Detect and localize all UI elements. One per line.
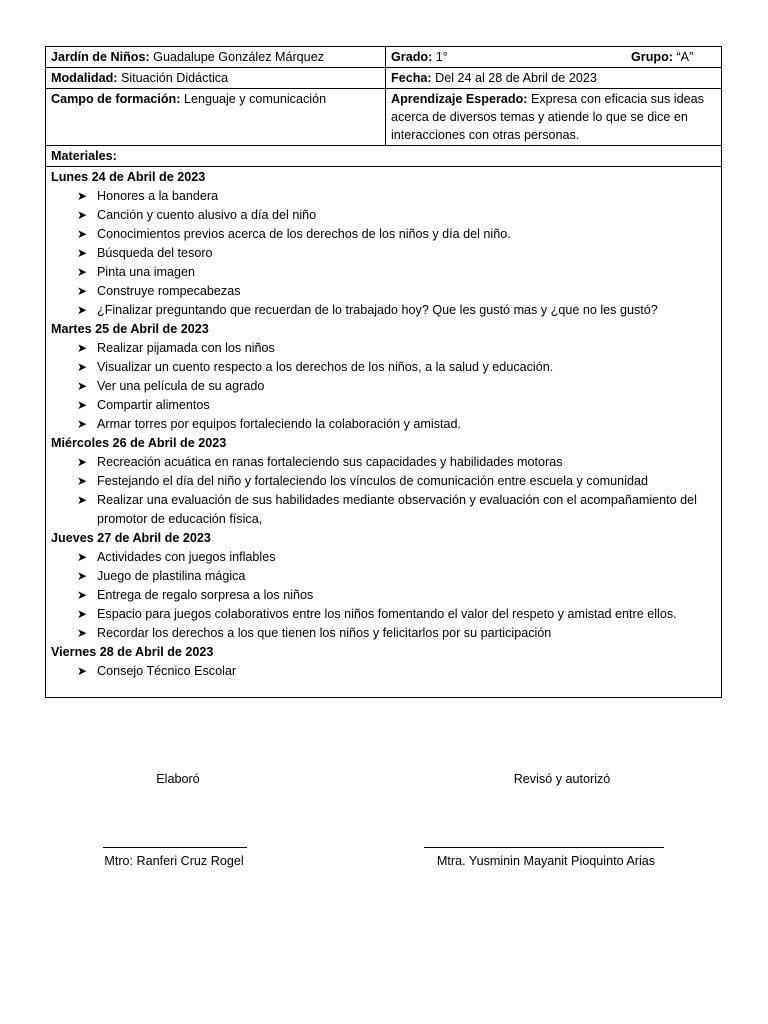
days-list — [51, 168, 716, 681]
jardin-cell — [46, 47, 386, 68]
grupo-value: “A” — [672, 50, 694, 64]
activity-list — [51, 548, 716, 643]
arrowhead-right-icon: ➤ — [77, 664, 88, 678]
campo-value: Lenguaje y comunicación — [180, 92, 327, 106]
activity-text: Entrega de regalo sorpresa a los niños — [97, 588, 314, 602]
elaboro-name: Mtro: Ranferi Cruz Rogel — [104, 854, 244, 868]
modalidad-value: Situación Didáctica — [117, 71, 229, 85]
arrowhead-right-icon: ➤ — [77, 550, 88, 564]
activity-item — [51, 225, 716, 244]
activities-cell — [46, 167, 722, 698]
arrowhead-right-icon: ➤ — [77, 398, 88, 412]
aprendizaje-label: Aprendizaje Esperado: — [391, 92, 528, 106]
day-title: Jueves 27 de Abril de 2023 — [51, 531, 211, 545]
activity-text: Canción y cuento alusivo a día del niño — [97, 208, 317, 222]
day-title: Martes 25 de Abril de 2023 — [51, 322, 209, 336]
fecha-label: Fecha: — [391, 71, 432, 85]
header-row-3 — [46, 89, 722, 146]
activity-text: Espacio para juegos colaborativos entre los niños fomentando el valor del respeto y amistad entre ellos. — [97, 607, 677, 621]
activity-text: Honores a la bandera — [97, 189, 219, 203]
activity-item — [51, 491, 716, 529]
aprendizaje-value: Expresa con eficacia sus ideas acerca de diversos temas y atiende lo que se dice en interacciones con otras personas. — [391, 92, 704, 142]
activity-text: Conocimientos previos acerca de los derechos de los niños y día del niño. — [97, 227, 511, 241]
day-block — [51, 168, 716, 320]
materiales-row — [46, 146, 722, 167]
arrowhead-right-icon: ➤ — [77, 569, 88, 583]
activity-item — [51, 244, 716, 263]
activity-item — [51, 662, 716, 681]
activity-list — [51, 339, 716, 434]
activity-text: Ver una película de su agrado — [97, 379, 265, 393]
modalidad-label: Modalidad: — [51, 71, 118, 85]
activity-item — [51, 472, 716, 491]
day-block — [51, 434, 716, 529]
arrowhead-right-icon: ➤ — [77, 607, 88, 621]
activity-text: Realizar una evaluación de sus habilidades mediante observación y evaluación con el acompañamiento del promotor de educación física, — [97, 493, 697, 526]
arrowhead-right-icon: ➤ — [77, 360, 88, 374]
activity-list — [51, 662, 716, 681]
grado-grupo-cell — [386, 47, 722, 68]
activity-item — [51, 586, 716, 605]
header-row-1 — [46, 47, 722, 68]
activity-text: Recordar los derechos a los que tienen los niños y felicitarlos por su participación — [97, 626, 552, 640]
arrowhead-right-icon: ➤ — [77, 379, 88, 393]
activity-text: Pinta una imagen — [97, 265, 196, 279]
fecha-cell — [386, 68, 722, 89]
header-row-2 — [46, 68, 722, 89]
activity-text: Festejando el día del niño y fortaleciendo los vínculos de comunicación entre escuela y comunidad — [97, 474, 648, 488]
activity-item — [51, 263, 716, 282]
day-title: Lunes 24 de Abril de 2023 — [51, 170, 206, 184]
day-title: Viernes 28 de Abril de 2023 — [51, 645, 214, 659]
activity-text: Armar torres por equipos fortaleciendo la colaboración y amistad. — [97, 417, 462, 431]
day-title: Miércoles 26 de Abril de 2023 — [51, 436, 227, 450]
activity-text: Búsqueda del tesoro — [97, 246, 213, 260]
activity-text: Construye rompecabezas — [97, 284, 241, 298]
arrowhead-right-icon: ➤ — [77, 626, 88, 640]
day-block — [51, 320, 716, 434]
activity-item — [51, 415, 716, 434]
modalidad-cell — [46, 68, 386, 89]
activity-text: Recreación acuática en ranas fortaleciendo sus capacidades y habilidades motoras — [97, 455, 563, 469]
activity-text: Compartir alimentos — [97, 398, 210, 412]
materiales-label: Materiales: — [46, 146, 722, 167]
arrowhead-right-icon: ➤ — [77, 588, 88, 602]
activity-item — [51, 282, 716, 301]
right-signature-line — [424, 847, 664, 848]
activity-item — [51, 339, 716, 358]
arrowhead-right-icon: ➤ — [77, 246, 88, 260]
arrowhead-right-icon: ➤ — [77, 303, 88, 317]
grupo-label: Grupo: — [631, 50, 673, 64]
arrowhead-right-icon: ➤ — [77, 265, 88, 279]
campo-cell — [46, 89, 386, 146]
arrowhead-right-icon: ➤ — [77, 417, 88, 431]
fecha-value: Del 24 al 28 de Abril de 2023 — [431, 71, 597, 85]
grado-value: 1° — [432, 50, 448, 64]
activity-item — [51, 396, 716, 415]
activity-text: Actividades con juegos inflables — [97, 550, 276, 564]
elaboro-caption: Elaboró — [156, 772, 200, 786]
jardin-label: Jardín de Niños: — [51, 50, 150, 64]
planning-table — [45, 46, 722, 698]
activity-text: Juego de plastilina mágica — [97, 569, 246, 583]
arrowhead-right-icon: ➤ — [77, 493, 88, 507]
activity-item — [51, 567, 716, 586]
grupo — [631, 48, 693, 66]
activity-text: ¿Finalizar preguntando que recuerdan de lo trabajado hoy? Que les gustó mas y ¿que no les gustó? — [97, 303, 658, 317]
activity-item — [51, 301, 716, 320]
day-block — [51, 529, 716, 643]
jardin-value: Guadalupe González Márquez — [149, 50, 324, 64]
activity-item — [51, 453, 716, 472]
aprendizaje-cell — [386, 89, 722, 146]
arrowhead-right-icon: ➤ — [77, 284, 88, 298]
reviso-caption: Revisó y autorizó — [513, 772, 611, 786]
reviso-name: Mtra. Yusminin Mayanit Pioquinto Arias — [436, 854, 656, 868]
campo-label: Campo de formación: — [51, 92, 181, 106]
day-block — [51, 643, 716, 681]
arrowhead-right-icon: ➤ — [77, 227, 88, 241]
arrowhead-right-icon: ➤ — [77, 208, 88, 222]
activity-item — [51, 358, 716, 377]
activities-row — [46, 167, 722, 698]
grado-label: Grado: — [391, 50, 433, 64]
activity-item — [51, 377, 716, 396]
left-signature-line — [103, 847, 247, 848]
arrowhead-right-icon: ➤ — [77, 341, 88, 355]
activity-item — [51, 206, 716, 225]
arrowhead-right-icon: ➤ — [77, 474, 88, 488]
activity-text: Consejo Técnico Escolar — [97, 664, 237, 678]
activity-text: Visualizar un cuento respecto a los derechos de los niños, a la salud y educación. — [97, 360, 554, 374]
activity-list — [51, 453, 716, 529]
activity-text: Realizar pijamada con los niños — [97, 341, 275, 355]
activity-list — [51, 187, 716, 320]
activity-item — [51, 187, 716, 206]
arrowhead-right-icon: ➤ — [77, 189, 88, 203]
activity-item — [51, 605, 716, 624]
activity-item — [51, 548, 716, 567]
arrowhead-right-icon: ➤ — [77, 455, 88, 469]
activity-item — [51, 624, 716, 643]
